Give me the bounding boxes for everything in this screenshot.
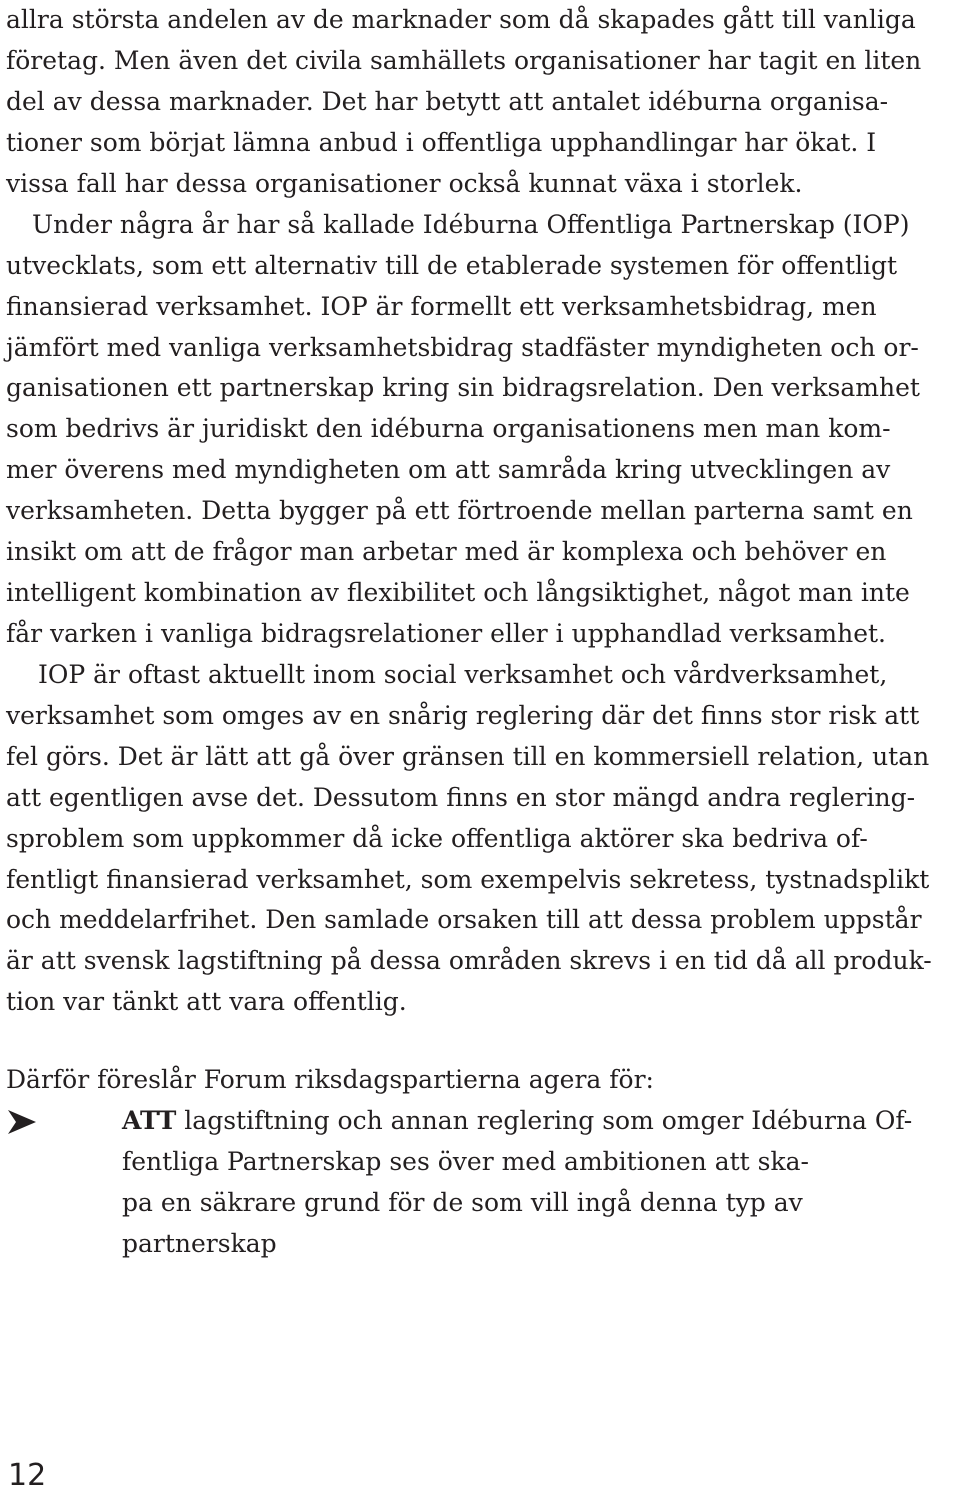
text-line: Under några år har så kallade Idéburna Offentliga Partnerskap (IOP) — [32, 210, 910, 239]
recommendation-keyword: ATT — [122, 1106, 177, 1135]
text-line: är att svensk lagstiftning på dessa områden skrevs i en tid då all produk- — [6, 946, 932, 975]
recommendations-intro: Därför föreslår Forum riksdagspartierna agera för: — [6, 1065, 654, 1094]
recommendation-line: partnerskap — [122, 1229, 277, 1258]
text-line: insikt om att de frågor man arbetar med är komplexa och behöver en — [6, 537, 887, 566]
page-number: 12 — [8, 1458, 47, 1493]
text-line: vissa fall har dessa organisationer också kunnat växa i storlek. — [6, 169, 803, 198]
text-line: intelligent kombination av flexibilitet och långsiktighet, något man inte — [6, 578, 910, 607]
recommendation-line: fentliga Partnerskap ses över med ambitionen att ska- — [122, 1147, 809, 1176]
text-line: ganisationen ett partnerskap kring sin bidragsrelation. Den verksamhet — [6, 373, 920, 402]
recommendation-text: lagstiftning och annan reglering som omger Idéburna Of- — [176, 1106, 913, 1135]
text-line: jämfört med vanliga verksamhetsbidrag stadfäster myndigheten och or- — [6, 333, 919, 362]
text-line: fel görs. Det är lätt att gå över gränsen till en kommersiell relation, utan — [6, 742, 930, 771]
text-line: att egentligen avse det. Dessutom finns en stor mängd andra reglering- — [6, 783, 916, 812]
recommendation-line — [122, 1101, 912, 1141]
text-line: företag. Men även det civila samhällets organisationer har tagit en liten — [6, 46, 922, 75]
text-line: verksamheten. Detta bygger på ett förtroende mellan parterna samt en — [6, 496, 913, 525]
text-line: del av dessa marknader. Det har betytt att antalet idéburna organisa- — [6, 87, 889, 116]
text-line: finansierad verksamhet. IOP är formellt ett verksamhetsbidrag, men — [6, 292, 877, 321]
arrowhead-bullet-icon — [8, 1110, 36, 1134]
text-line: fentligt finansierad verksamhet, som exempelvis sekretess, tystnadsplikt — [6, 865, 930, 894]
text-line: som bedrivs är juridiskt den idéburna organisationens men man kom- — [6, 414, 891, 443]
text-line: utvecklats, som ett alternativ till de etablerade systemen för offentligt — [6, 251, 898, 280]
text-line: tion var tänkt att vara offentlig. — [6, 987, 407, 1016]
text-line: sproblem som uppkommer då icke offentliga aktörer ska bedriva of- — [6, 824, 868, 853]
text-line: allra största andelen av de marknader som då skapades gått till vanliga — [6, 5, 916, 34]
text-line: får varken i vanliga bidragsrelationer eller i upphandlad verksamhet. — [6, 619, 887, 648]
text-line: tioner som börjat lämna anbud i offentliga upphandlingar har ökat. I — [6, 128, 877, 157]
text-line: verksamhet som omges av en snårig reglering där det finns stor risk att — [6, 701, 920, 730]
recommendation-line: pa en säkrare grund för de som vill ingå denna typ av — [122, 1188, 803, 1217]
text-line: och meddelarfrihet. Den samlade orsaken till att dessa problem uppstår — [6, 905, 922, 934]
text-line: IOP är oftast aktuellt inom social verksamhet och vårdverksamhet, — [38, 660, 888, 689]
text-line: mer överens med myndigheten om att samråda kring utvecklingen av — [6, 455, 891, 484]
